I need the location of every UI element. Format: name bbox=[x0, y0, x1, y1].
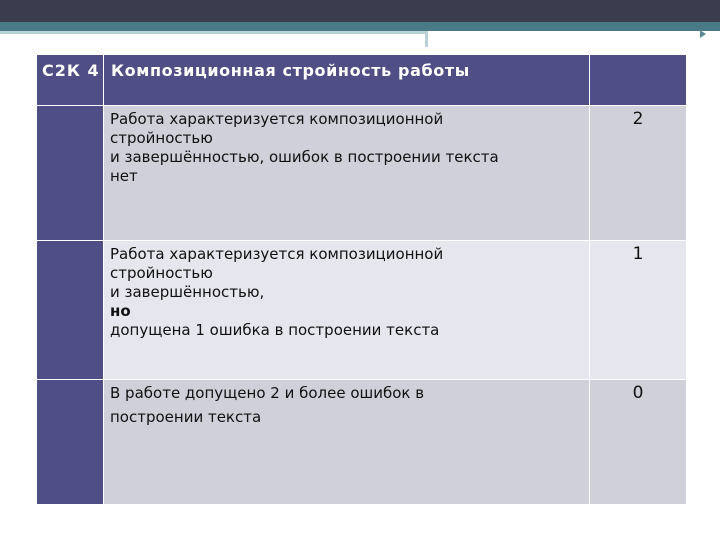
header-score-label bbox=[590, 55, 686, 60]
description-line: стройностью bbox=[110, 264, 213, 282]
rubric-table bbox=[36, 54, 687, 505]
row-score-cell bbox=[590, 106, 687, 241]
score-value: 0 bbox=[632, 383, 644, 403]
description-line: и завершённостью, ошибок в построении текста bbox=[110, 148, 499, 166]
score-value: 2 bbox=[632, 109, 644, 129]
description-line: допущена 1 ошибка в построении текста bbox=[110, 321, 440, 339]
row-description-cell bbox=[104, 241, 590, 380]
top-banner-dark bbox=[0, 0, 720, 22]
table-row bbox=[37, 106, 687, 241]
header-code-cell bbox=[37, 55, 104, 106]
row-side-cell bbox=[37, 106, 104, 241]
header-score-cell bbox=[590, 55, 687, 106]
description-line: нет bbox=[110, 167, 138, 185]
row-score-cell bbox=[590, 380, 687, 505]
row-side-cell bbox=[37, 380, 104, 505]
criterion-code: С2К 4 bbox=[42, 61, 100, 80]
description-line: и завершённостью, bbox=[110, 283, 265, 301]
top-banner-accent-line bbox=[0, 31, 425, 34]
header-title-cell bbox=[104, 55, 590, 106]
description-line: Работа характеризуется композиционной bbox=[110, 245, 444, 263]
description-line: стройностью bbox=[110, 129, 213, 147]
description-emphasis: но bbox=[110, 302, 131, 320]
table-header-row bbox=[37, 55, 687, 106]
top-banner-teal bbox=[0, 22, 720, 31]
description-line: Работа характеризуется композиционной bbox=[110, 110, 444, 128]
row-description-cell bbox=[104, 106, 590, 241]
criterion-title: Композиционная стройность работы bbox=[111, 61, 470, 80]
description-line: построении текста bbox=[110, 408, 262, 426]
row-description-cell bbox=[104, 380, 590, 505]
score-value: 1 bbox=[632, 244, 644, 264]
table-row bbox=[37, 380, 687, 505]
top-banner-notch bbox=[425, 31, 428, 47]
description-line: В работе допущено 2 и более ошибок в bbox=[110, 384, 425, 402]
arrow-marker-icon bbox=[700, 30, 706, 38]
table-row bbox=[37, 241, 687, 380]
row-side-cell bbox=[37, 241, 104, 380]
row-score-cell bbox=[590, 241, 687, 380]
